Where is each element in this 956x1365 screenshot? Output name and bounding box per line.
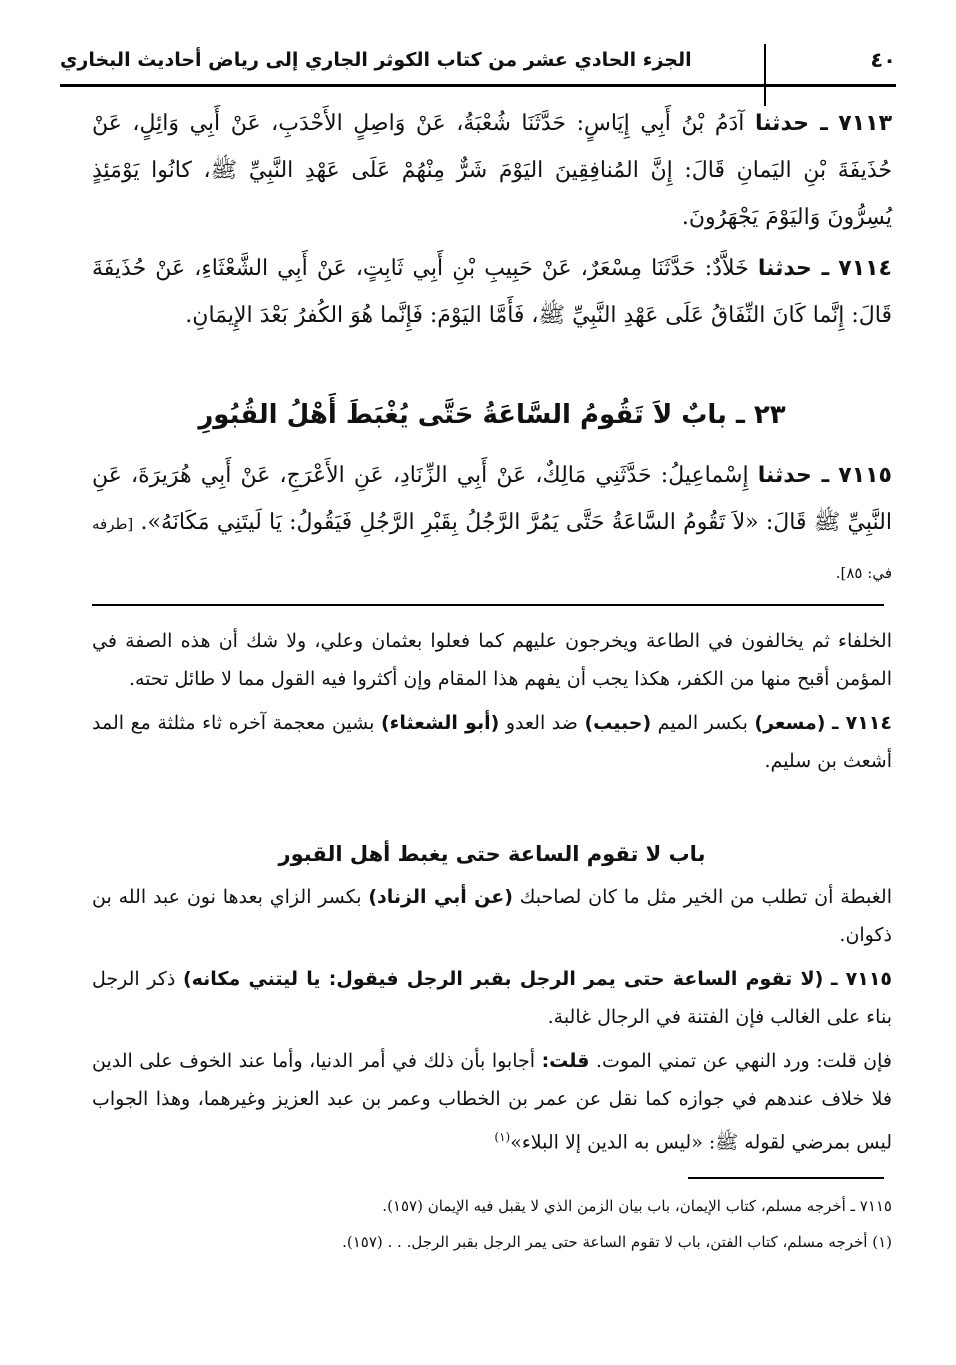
hadith-intro: ـ حدثنا [757,463,830,488]
commentary-heading: باب لا تقوم الساعة حتى يغبط أهل القبور [278,842,706,866]
text-commentary-divider [92,604,884,606]
commentary-paragraph: الغبطة أن تطلب من الخير مثل ما كان لصاحبك (عن أبي الزناد) بكسر الزاي بعدها نون عبد الله بن ذكوان. [92,886,892,946]
margin-marker-line [764,44,766,106]
footnote-marker: (١) [494,1130,511,1144]
running-title: الجزء الحادي عشر من كتاب الكوثر الجاري إلى رياض أحاديث البخاري [60,49,692,71]
cross-reference: [طرفه في: ٨٥]. [92,515,892,582]
commentary-part-2 [92,878,892,1167]
hadith-number: ٧١١٥ [838,463,892,488]
commentary-paragraph: ٧١١٥ ـ (لا تقوم الساعة حتى يمر الرجل بقبر الرجل فيقول: يا ليتني مكانه) ذكر الرجل بناء على الغالب فإن الفتنة في الرجال غالبة. [92,968,893,1028]
hadith-number: ٧١١٤ [838,256,892,281]
chapter-heading: ٢٣ ـ بابٌ لاَ تَقُومُ السَّاعَةُ حَتَّى يُغْبَطَ أَهْلُ القُبُورِ [198,400,786,430]
hadith-intro: ـ حدثنا [757,256,830,281]
hadith-text: إِسْماعِيلُ: حَدَّثَنِي مَالِكٌ، عَنْ أَبِي الزِّنَادِ، عَنِ الأَعْرَجِ، عَنْ أَبِي هُرَيرَةَ، عَنِ النَّبِيِّ ﷺ قَالَ: «لاَ تَقُومُ السَّاعَةُ حَتَّى يَمُرَّ الرَّجُلُ بِقَبْرِ الرَّجُلِ فَيَقُولُ: يَا لَيتَنِي مَكَانَهُ». [92,463,892,535]
hadith-intro: ـ حدثنا [754,111,828,136]
running-header [60,38,896,82]
commentary-paragraph: ٧١١٤ ـ (مسعر) بكسر الميم (حبيب) ضد العدو (أبو الشعثاء) بشين معجمة آخره ثاء مثلثة مع المد أشعث بن سليم. [92,712,892,772]
hadith-section-top [92,100,892,343]
hadith-number: ٧١١٣ [838,111,892,136]
page-number: ٤٠ [870,48,896,72]
footnote-rule [688,1177,884,1179]
hadith-7113 [92,100,892,241]
header-rule [60,84,896,87]
hadith-text: خَلاَّدٌ: حَدَّثَنَا مِسْعَرٌ، عَنْ حَبِيبِ بْنِ أَبِي ثَابِتٍ، عَنْ أَبِي الشَّعْثَاءِ، عَنْ حُذَيفَةَ قَالَ: إِنَّما كَانَ النِّفَاقُ عَلَى عَهْدِ النَّبِيِّ ﷺ، فَأَمَّا اليَوْمَ: فَإِنَّما هُوَ الكُفرُ بَعْدَ الإِيمَانِ. [92,256,892,328]
commentary-paragraph: فإن قلت: ورد النهي عن تمني الموت. قلت: أجابوا بأن ذلك في أمر الدنيا، وأما عند الخوف على الدين فلا خلاف عندهم في جوازه كما نقل عن عمر بن الخطاب وعمر بن عبد العزيز وغيرهما، وهذا الجواب ليس بمرضي لقوله ﷺ: «ليس به الدين إلا البلاء»$^{(١)}$ [92,1050,892,1154]
footnote: (١) أخرجه مسلم، كتاب الفتن، باب لا تقوم الساعة حتى يمر الرجل بقبر الرجل. . . (١٥٧). [342,1233,892,1251]
hadith-7114 [92,245,892,339]
commentary-part-1 [92,622,892,786]
hadith-text: آدَمُ بْنُ أَبِي إِيَاسٍ: حَدَّثَنَا شُعْبَةُ، عَنْ وَاصِلٍ الأَحْدَبِ، عَنْ أَبِي وَائِلٍ، عَنْ حُذَيفَةَ بْنِ اليَمانِ قَالَ: إِنَّ المُنافِقِينَ اليَوْمَ شَرٌّ مِنْهُمْ عَلَى عَهْدِ النَّبِيِّ ﷺ، كانُوا يَوْمَئِذٍ يُسِرُّونَ وَاليَوْمَ يَجْهَرُونَ. [92,111,892,230]
footnotes [150,1188,892,1260]
commentary-paragraph: الخلفاء ثم يخالفون في الطاعة ويخرجون عليهم كما فعلوا بعثمان وعلي، ولا شك أن هذه الصفة في المؤمن أقبح منها من الكفر، هكذا يجب أن يفهم هذا المقام وإن أكثروا فيه القول مما لا طائل تحته. [92,630,892,690]
hadith-7115 [92,452,892,601]
footnote: ٧١١٥ ـ أخرجه مسلم، كتاب الإيمان، باب بيان الزمن الذي لا يقبل فيه الإيمان (١٥٧). [382,1197,892,1215]
